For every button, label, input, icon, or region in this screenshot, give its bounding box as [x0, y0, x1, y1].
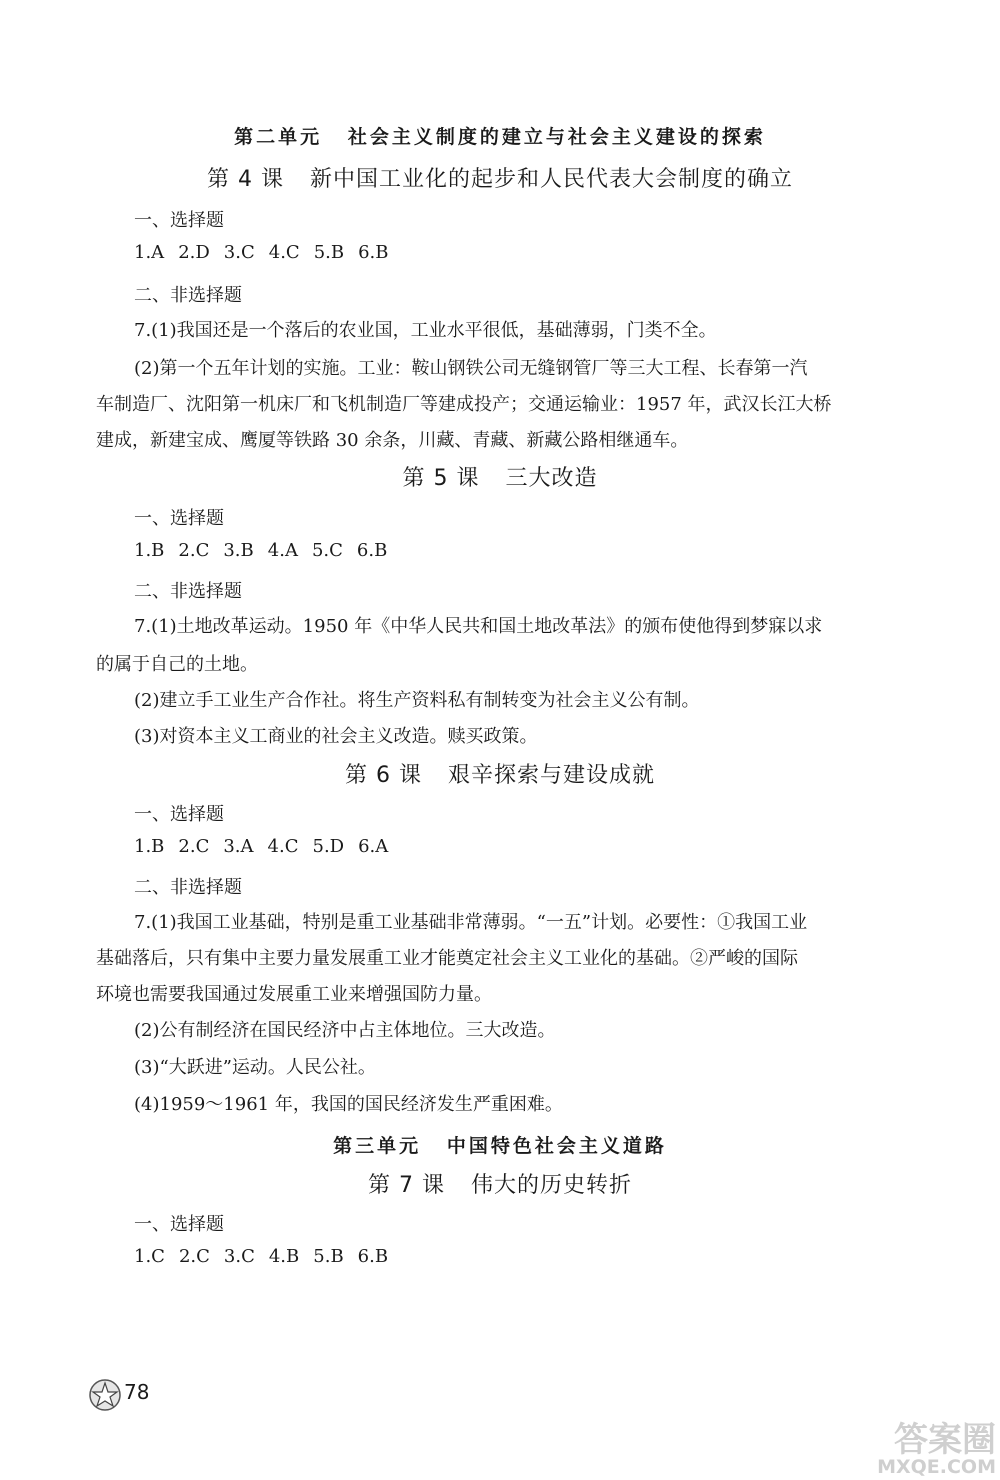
answer-line: 建成，新建宝成、鹰厦等铁路 30 余条，川藏、青藏、新藏公路相继通车。: [96, 430, 689, 451]
answer: 3.B: [223, 540, 254, 561]
section-heading: 一、选择题: [134, 1214, 224, 1235]
answer: 1.A: [134, 242, 165, 263]
answer-line: 环境也需要我国通过发展重工业来增强国防力量。: [96, 984, 492, 1005]
unit-label: 第二单元: [234, 126, 323, 148]
section-heading: 一、选择题: [134, 508, 224, 529]
answer: 5.D: [312, 836, 345, 857]
answer: 5.B: [313, 1246, 344, 1267]
lesson-label: 第 5 课: [402, 466, 480, 491]
answer: 3.C: [223, 1246, 255, 1267]
answer-row: [134, 540, 401, 561]
answer: 4.C: [267, 836, 299, 857]
answer: 3.A: [223, 836, 254, 857]
unit-heading: 中国特色社会主义道路: [446, 1135, 667, 1157]
section-heading: 二、非选择题: [134, 285, 242, 306]
answer-line: 车制造厂、沈阳第一机床厂和飞机制造厂等建成投产；交通运输业：1957 年，武汉长江大桥: [96, 394, 832, 415]
watermark-url: MXQE.COM: [877, 1456, 996, 1478]
answer: 2.D: [178, 242, 210, 263]
lesson-label: 第 7 课: [368, 1173, 445, 1198]
answer: 1.B: [134, 540, 165, 561]
answer: 2.C: [178, 836, 210, 857]
lesson-label: 第 4 课: [207, 167, 284, 192]
answer-line: 7.(1)我国还是一个落后的农业国，工业水平很低，基础薄弱，门类不全。: [134, 320, 717, 341]
answer: 4.C: [268, 242, 300, 263]
answer: 6.B: [356, 540, 388, 561]
lesson-label: 第 6 课: [345, 763, 422, 788]
answer: 2.C: [178, 1246, 210, 1267]
answer: 6.B: [357, 1246, 389, 1267]
lesson-title: [0, 758, 1000, 789]
answer-line: (3)“大跃进”运动。人民公社。: [134, 1057, 376, 1078]
unit-title: [0, 1131, 1000, 1158]
page-number: 78: [124, 1380, 150, 1404]
section-heading: 二、非选择题: [134, 581, 242, 602]
answer-line: (3)对资本主义工商业的社会主义改造。赎买政策。: [134, 726, 538, 747]
answer-line: 7.(1)我国工业基础，特别是重工业基础非常薄弱。“一五”计划。必要性：①我国工业: [134, 912, 808, 933]
answer-line: (4)1959～1961 年，我国的国民经济发生严重困难。: [134, 1094, 563, 1115]
answer-line: 7.(1)土地改革运动。1950 年《中华人民共和国土地改革法》的颁布使他得到梦寐以求: [134, 616, 823, 637]
answer: 1.B: [134, 836, 165, 857]
answer-line: (2)第一个五年计划的实施。工业：鞍山钢铁公司无缝钢管厂等三大工程、长春第一汽: [134, 358, 808, 379]
answer-row: [134, 836, 402, 857]
answer: 3.C: [223, 242, 255, 263]
answer-row: [134, 1246, 402, 1267]
watermark-text: 答案圈: [894, 1420, 996, 1460]
answer: 1.C: [134, 1246, 165, 1267]
star-badge-icon: [88, 1378, 122, 1412]
answer: 5.B: [313, 242, 345, 263]
answer: 6.A: [358, 836, 389, 857]
section-heading: 一、选择题: [134, 804, 224, 825]
unit-label: 第三单元: [333, 1135, 422, 1157]
lesson-heading: 艰辛探索与建设成就: [447, 763, 655, 788]
answer: 2.C: [178, 540, 210, 561]
answer: 6.B: [358, 242, 389, 263]
unit-title: [0, 122, 1000, 149]
answer-line: (2)公有制经济在国民经济中占主体地位。三大改造。: [134, 1020, 556, 1041]
lesson-title: [0, 1168, 1000, 1199]
answer: 4.A: [267, 540, 298, 561]
lesson-title: [0, 162, 1000, 193]
watermark: [860, 1412, 996, 1478]
lesson-heading: 新中国工业化的起步和人民代表大会制度的确立: [309, 167, 793, 192]
answer-line: 基础落后，只有集中主要力量发展重工业才能奠定社会主义工业化的基础。②严峻的国际: [96, 948, 798, 969]
answer: 4.B: [268, 1246, 300, 1267]
answer-line: 的属于自己的土地。: [96, 654, 258, 675]
lesson-heading: 三大改造: [505, 466, 598, 491]
answer-line: (2)建立手工业生产合作社。将生产资料私有制转变为社会主义公有制。: [134, 690, 700, 711]
answer: 5.C: [311, 540, 343, 561]
unit-heading: 社会主义制度的建立与社会主义建设的探索: [347, 126, 766, 148]
answer-row: [134, 242, 403, 263]
lesson-title: [0, 461, 1000, 492]
section-heading: 二、非选择题: [134, 877, 242, 898]
lesson-heading: 伟大的历史转折: [470, 1173, 632, 1198]
section-heading: 一、选择题: [134, 210, 224, 231]
